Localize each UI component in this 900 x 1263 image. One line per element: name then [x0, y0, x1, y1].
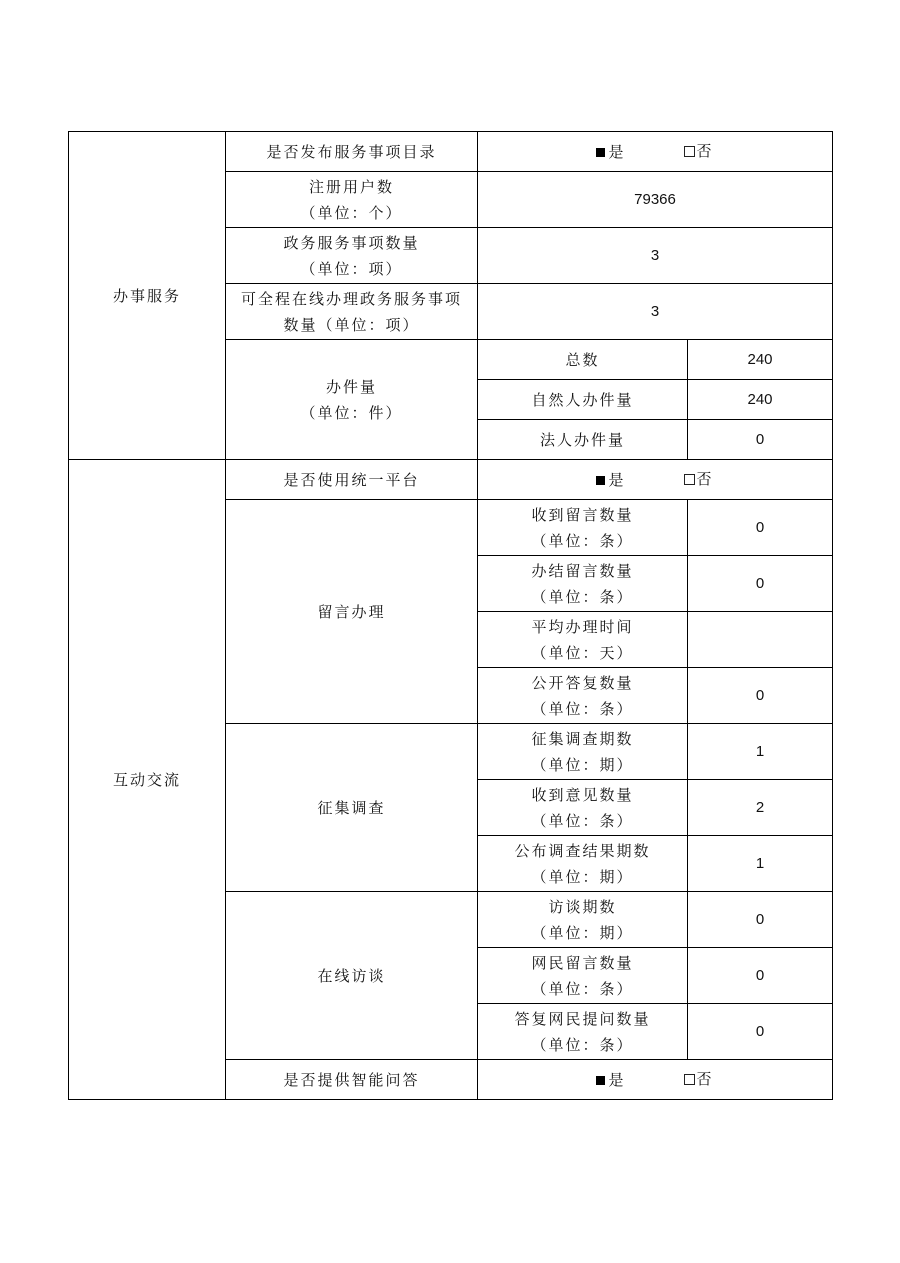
- checkbox-no: 否: [684, 466, 714, 492]
- table-row: [69, 460, 833, 500]
- value-surveys-results: 1: [688, 836, 833, 892]
- checked-square-icon: [596, 476, 605, 485]
- row-label-online-items: 可全程在线办理政务服务事项 数量（单位：项）: [226, 284, 478, 340]
- row-label-service-items: 政务服务事项数量 （单位：项）: [226, 228, 478, 284]
- value-cases-total: 240: [688, 340, 833, 380]
- checkbox-yes: 是: [596, 1067, 625, 1093]
- smart-qa-choice: [478, 1060, 833, 1100]
- value-online-items: 3: [478, 284, 833, 340]
- value-interviews-answered: 0: [688, 1004, 833, 1060]
- sub-label-interviews-netizen-msgs: 网民留言数量 （单位：条）: [478, 948, 688, 1004]
- row-label-interviews: 在线访谈: [226, 892, 478, 1060]
- value-messages-avg-time: [688, 612, 833, 668]
- value-cases-legal: 0: [688, 420, 833, 460]
- checkbox-yes: 是: [596, 467, 625, 493]
- empty-square-icon: [684, 146, 695, 157]
- checked-square-icon: [596, 148, 605, 157]
- row-label-cases: 办件量 （单位：件）: [226, 340, 478, 460]
- value-surveys-opinions: 2: [688, 780, 833, 836]
- sub-label-cases-total: 总数: [478, 340, 688, 380]
- checkbox-no: 否: [684, 138, 714, 164]
- sub-label-surveys-periods: 征集调查期数 （单位：期）: [478, 724, 688, 780]
- row-label-smart-qa: 是否提供智能问答: [226, 1060, 478, 1100]
- checkbox-no: 否: [684, 1066, 714, 1092]
- value-interviews-netizen-msgs: 0: [688, 948, 833, 1004]
- table-row: [69, 132, 833, 172]
- sub-label-cases-legal: 法人办件量: [478, 420, 688, 460]
- value-messages-public-replies: 0: [688, 668, 833, 724]
- empty-square-icon: [684, 474, 695, 485]
- report-table: [68, 131, 833, 1100]
- checked-square-icon: [596, 1076, 605, 1085]
- value-surveys-periods: 1: [688, 724, 833, 780]
- empty-square-icon: [684, 1074, 695, 1085]
- value-service-items: 3: [478, 228, 833, 284]
- row-label-unified-platform: 是否使用统一平台: [226, 460, 478, 500]
- sub-label-interviews-answered: 答复网民提问数量 （单位：条）: [478, 1004, 688, 1060]
- unified-platform-choice: [478, 460, 833, 500]
- value-messages-received: 0: [688, 500, 833, 556]
- value-interviews-periods: 0: [688, 892, 833, 948]
- value-messages-closed: 0: [688, 556, 833, 612]
- sub-label-surveys-results: 公布调查结果期数 （单位：期）: [478, 836, 688, 892]
- sub-label-messages-closed: 办结留言数量 （单位：条）: [478, 556, 688, 612]
- value-registered-users: 79366: [478, 172, 833, 228]
- sub-label-messages-public-replies: 公开答复数量 （单位：条）: [478, 668, 688, 724]
- sub-label-messages-avg-time: 平均办理时间 （单位：天）: [478, 612, 688, 668]
- sub-label-surveys-opinions: 收到意见数量 （单位：条）: [478, 780, 688, 836]
- row-label-registered-users: 注册用户数 （单位：个）: [226, 172, 478, 228]
- checkbox-yes: 是: [596, 139, 625, 165]
- section-label-interaction: 互动交流: [69, 460, 226, 1100]
- row-label-surveys: 征集调查: [226, 724, 478, 892]
- sub-label-messages-received: 收到留言数量 （单位：条）: [478, 500, 688, 556]
- section-label-service: 办事服务: [69, 132, 226, 460]
- row-label-publish-catalog: 是否发布服务事项目录: [226, 132, 478, 172]
- value-cases-natural: 240: [688, 380, 833, 420]
- row-label-messages: 留言办理: [226, 500, 478, 724]
- publish-catalog-choice: [478, 132, 833, 172]
- sub-label-cases-natural: 自然人办件量: [478, 380, 688, 420]
- sub-label-interviews-periods: 访谈期数 （单位：期）: [478, 892, 688, 948]
